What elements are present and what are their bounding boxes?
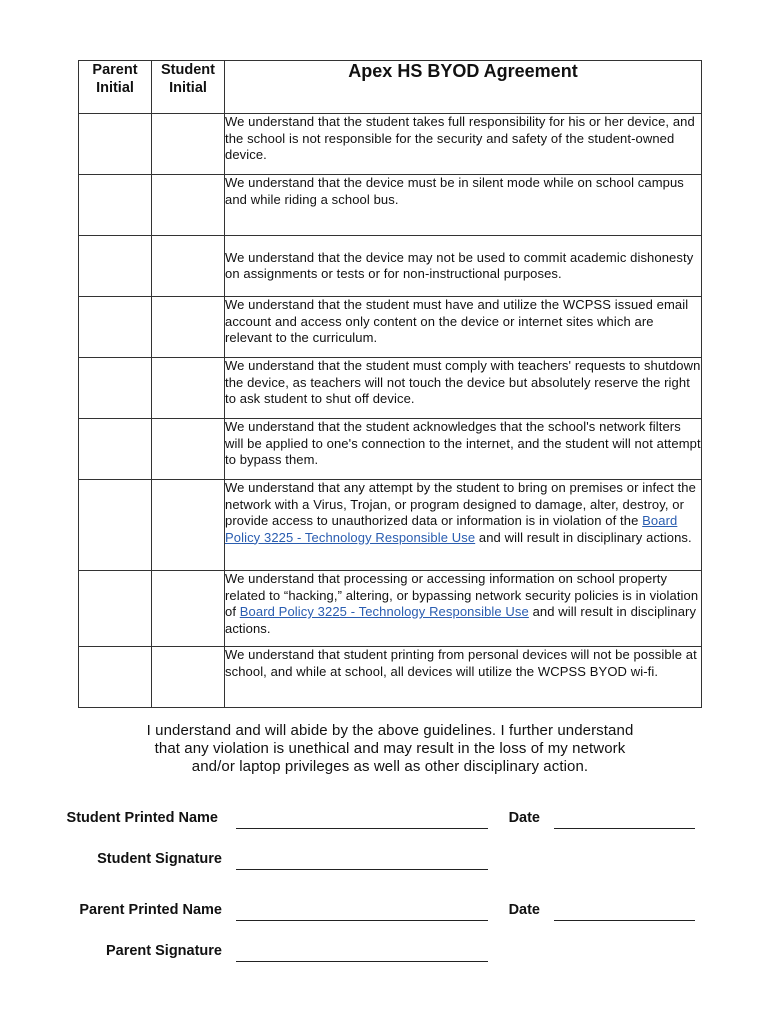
statement-text-inner: We understand that the device may not be used to commit academic dishonesty on assignments or tests or for non-instructional purposes. [225,249,694,281]
student-initial-field[interactable] [152,647,225,708]
statement-text: We understand that the student must have and utilize the WCPSS issued email account and access only content on the device or internet sites which are relevant to the curriculum. [225,297,702,358]
student-date-line[interactable] [554,828,695,829]
student-initial-field[interactable] [152,236,225,297]
parent-initial-field[interactable] [79,571,152,647]
parent-initial-field[interactable] [79,480,152,571]
parent-signature-label: Parent Signature [105,943,222,959]
agreement-table [78,60,702,708]
table-row [79,571,702,647]
table-row [79,236,702,297]
table-row [79,647,702,708]
parent-initial-field[interactable] [79,175,152,236]
student-initial-header: Student Initial [152,61,225,114]
table-row [79,175,702,236]
statement-text-part: We understand that processing or accessing information on school property related to “hacking,” altering, or bypassing network security policies is in violation of [225,571,699,619]
table-row [79,480,702,571]
statement-text: We understand that the student acknowledges that the school's network filters will be applied to one's connection to the internet, and the student will not attempt to bypass them. [225,419,702,480]
parent-printed-name-line[interactable] [236,920,488,921]
student-initial-field[interactable] [152,571,225,647]
statement-text: We understand that the student must comply with teachers' requests to shutdown the device, as teachers will not touch the device but absolutely reserve the right to ask student to shut off device. [225,358,702,419]
student-initial-field[interactable] [152,358,225,419]
parent-date-label: Date [508,902,540,918]
table-row [79,358,702,419]
statement-text-part: and will result in disciplinary actions. [475,529,692,545]
student-initial-field[interactable] [152,175,225,236]
student-initial-field[interactable] [152,297,225,358]
student-date-label: Date [508,810,540,826]
student-printed-name-line[interactable] [236,828,488,829]
statement-text [225,236,702,297]
board-policy-link[interactable]: Board Policy 3225 - Technology Responsible Use [239,604,529,619]
statement-text-part: and will result in disciplinary actions. [225,604,697,636]
page-title: Apex HS BYOD Agreement [225,61,702,114]
closing-statement: I understand and will abide by the above guidelines. I further understand that any violation is unethical and may result in the loss of my network and/or laptop privileges as well as other disciplinary action. [146,722,634,775]
parent-initial-field[interactable] [79,236,152,297]
parent-date-line[interactable] [554,920,695,921]
table-row [79,114,702,175]
parent-printed-name-label: Parent Printed Name [79,902,222,918]
student-initial-field[interactable] [152,419,225,480]
student-signature-line[interactable] [236,869,488,870]
student-initial-field[interactable] [152,114,225,175]
student-initial-field[interactable] [152,480,225,571]
parent-signature-line[interactable] [236,961,488,962]
table-header-row [79,61,702,114]
statement-text: We understand that the device must be in silent mode while on school campus and while riding a school bus. [225,175,702,236]
parent-initial-header: Parent Initial [79,61,152,114]
board-policy-link[interactable]: Board Policy 3225 - Technology Responsible Use [225,513,678,545]
student-signature-label: Student Signature [97,851,222,867]
parent-initial-field[interactable] [79,358,152,419]
statement-text [225,480,702,571]
statement-text: We understand that the student takes full responsibility for his or her device, and the school is not responsible for the security and safety of the student-owned device. [225,114,702,175]
statement-text [225,571,702,647]
parent-initial-field[interactable] [79,419,152,480]
table-row [79,297,702,358]
parent-initial-field[interactable] [79,647,152,708]
parent-initial-field[interactable] [79,114,152,175]
table-row [79,419,702,480]
student-printed-name-label: Student Printed Name [66,810,218,826]
statement-text: We understand that student printing from personal devices will not be possible at school, and while at school, all devices will utilize the WCPSS BYOD wi-fi. [225,647,702,708]
parent-initial-field[interactable] [79,297,152,358]
statement-text-part: We understand that any attempt by the student to bring on premises or infect the network with a Virus, Trojan, or program designed to damage, alter, destroy, or provide access to unauthorized data or information is in violation of the [225,480,696,528]
